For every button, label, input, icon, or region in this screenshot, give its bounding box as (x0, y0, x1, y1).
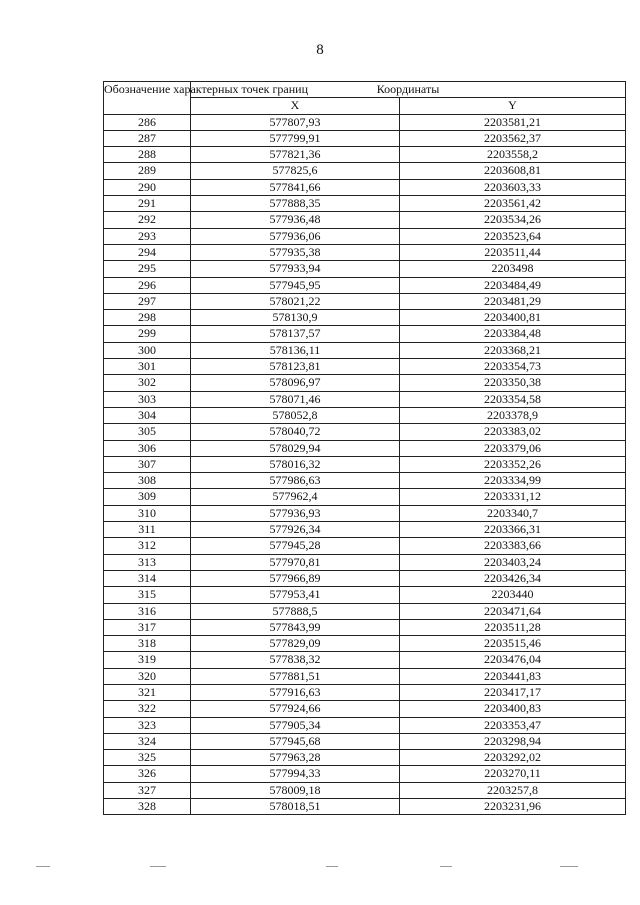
y-coordinate-cell: 2203350,38 (400, 375, 626, 391)
scan-artifacts (0, 866, 640, 876)
point-number-cell: 293 (104, 228, 191, 244)
point-number-cell: 326 (104, 766, 191, 782)
table-row (104, 196, 626, 212)
x-coordinate-cell: 577888,35 (191, 196, 400, 212)
point-number-cell: 304 (104, 407, 191, 423)
point-number-cell: 323 (104, 717, 191, 733)
y-coordinate-cell: 2203292,02 (400, 750, 626, 766)
y-coordinate-cell: 2203603,33 (400, 179, 626, 195)
page-number: 8 (316, 42, 324, 58)
scan-mark (326, 866, 338, 867)
table-row (104, 293, 626, 309)
x-coordinate-cell: 577821,36 (191, 147, 400, 163)
y-coordinate-cell: 2203354,73 (400, 359, 626, 375)
table-row (104, 244, 626, 260)
table-row (104, 261, 626, 277)
point-number-cell: 299 (104, 326, 191, 342)
x-coordinate-cell: 577924,66 (191, 701, 400, 717)
point-number-cell: 301 (104, 359, 191, 375)
y-coordinate-cell: 2203440 (400, 587, 626, 603)
header-coordinates: Координаты (191, 82, 626, 98)
table-row (104, 391, 626, 407)
point-number-cell: 300 (104, 342, 191, 358)
y-coordinate-cell: 2203334,99 (400, 473, 626, 489)
point-number-cell: 317 (104, 619, 191, 635)
y-coordinate-cell: 2203257,8 (400, 782, 626, 798)
y-coordinate-cell: 2203511,28 (400, 619, 626, 635)
table-row (104, 750, 626, 766)
x-coordinate-cell: 578040,72 (191, 424, 400, 440)
header-y: Y (400, 98, 626, 114)
y-coordinate-cell: 2203366,31 (400, 522, 626, 538)
y-coordinate-cell: 2203484,49 (400, 277, 626, 293)
table-row (104, 326, 626, 342)
table-row (104, 179, 626, 195)
y-coordinate-cell: 2203523,64 (400, 228, 626, 244)
y-coordinate-cell: 2203558,2 (400, 147, 626, 163)
point-number-cell: 312 (104, 538, 191, 554)
y-coordinate-cell: 2203561,42 (400, 196, 626, 212)
scan-mark (150, 866, 166, 867)
x-coordinate-cell: 577881,51 (191, 668, 400, 684)
table-row (104, 489, 626, 505)
x-coordinate-cell: 578009,18 (191, 782, 400, 798)
point-number-cell: 316 (104, 603, 191, 619)
x-coordinate-cell: 577935,38 (191, 244, 400, 260)
table-row (104, 310, 626, 326)
y-coordinate-cell: 2203471,64 (400, 603, 626, 619)
x-coordinate-cell: 577916,63 (191, 684, 400, 700)
y-coordinate-cell: 2203368,21 (400, 342, 626, 358)
y-coordinate-cell: 2203562,37 (400, 130, 626, 146)
table-row (104, 359, 626, 375)
x-coordinate-cell: 577799,91 (191, 130, 400, 146)
y-coordinate-cell: 2203441,83 (400, 668, 626, 684)
y-coordinate-cell: 2203498 (400, 261, 626, 277)
point-number-cell: 321 (104, 684, 191, 700)
table-row (104, 505, 626, 521)
table-row (104, 114, 626, 130)
x-coordinate-cell: 577962,4 (191, 489, 400, 505)
x-coordinate-cell: 577936,06 (191, 228, 400, 244)
scan-mark (36, 866, 50, 867)
table-row (104, 733, 626, 749)
table-row (104, 522, 626, 538)
point-number-cell: 291 (104, 196, 191, 212)
x-coordinate-cell: 578016,32 (191, 456, 400, 472)
y-coordinate-cell: 2203353,47 (400, 717, 626, 733)
point-number-cell: 324 (104, 733, 191, 749)
x-coordinate-cell: 577936,48 (191, 212, 400, 228)
x-coordinate-cell: 578137,57 (191, 326, 400, 342)
table-row (104, 228, 626, 244)
y-coordinate-cell: 2203515,46 (400, 636, 626, 652)
point-number-cell: 287 (104, 130, 191, 146)
y-coordinate-cell: 2203384,48 (400, 326, 626, 342)
point-number-cell: 298 (104, 310, 191, 326)
x-coordinate-cell: 577936,93 (191, 505, 400, 521)
header-designation: Обозначение характерных точек границ (104, 82, 191, 115)
x-coordinate-cell: 577966,89 (191, 570, 400, 586)
point-number-cell: 290 (104, 179, 191, 195)
table-row (104, 212, 626, 228)
y-coordinate-cell: 2203400,83 (400, 701, 626, 717)
point-number-cell: 296 (104, 277, 191, 293)
x-coordinate-cell: 577829,09 (191, 636, 400, 652)
table-row (104, 799, 626, 815)
y-coordinate-cell: 2203426,34 (400, 570, 626, 586)
point-number-cell: 315 (104, 587, 191, 603)
coordinates-table (103, 81, 626, 815)
y-coordinate-cell: 2203481,29 (400, 293, 626, 309)
x-coordinate-cell: 577888,5 (191, 603, 400, 619)
y-coordinate-cell: 2203352,26 (400, 456, 626, 472)
table-row (104, 407, 626, 423)
y-coordinate-cell: 2203270,11 (400, 766, 626, 782)
x-coordinate-cell: 577970,81 (191, 554, 400, 570)
table-row (104, 782, 626, 798)
scan-mark (560, 866, 578, 867)
x-coordinate-cell: 578018,51 (191, 799, 400, 815)
point-number-cell: 302 (104, 375, 191, 391)
table-row (104, 130, 626, 146)
table-row (104, 766, 626, 782)
y-coordinate-cell: 2203383,02 (400, 424, 626, 440)
y-coordinate-cell: 2203581,21 (400, 114, 626, 130)
table-row (104, 554, 626, 570)
table-row (104, 456, 626, 472)
point-number-cell: 289 (104, 163, 191, 179)
x-coordinate-cell: 577953,41 (191, 587, 400, 603)
point-number-cell: 311 (104, 522, 191, 538)
point-number-cell: 297 (104, 293, 191, 309)
x-coordinate-cell: 577986,63 (191, 473, 400, 489)
table-row (104, 587, 626, 603)
point-number-cell: 319 (104, 652, 191, 668)
x-coordinate-cell: 577933,94 (191, 261, 400, 277)
x-coordinate-cell: 577994,33 (191, 766, 400, 782)
header-x: X (191, 98, 400, 114)
point-number-cell: 328 (104, 799, 191, 815)
y-coordinate-cell: 2203608,81 (400, 163, 626, 179)
point-number-cell: 294 (104, 244, 191, 260)
y-coordinate-cell: 2203511,44 (400, 244, 626, 260)
point-number-cell: 309 (104, 489, 191, 505)
y-coordinate-cell: 2203331,12 (400, 489, 626, 505)
scan-mark (440, 866, 452, 867)
point-number-cell: 306 (104, 440, 191, 456)
x-coordinate-cell: 577963,28 (191, 750, 400, 766)
x-coordinate-cell: 578029,94 (191, 440, 400, 456)
x-coordinate-cell: 577926,34 (191, 522, 400, 538)
y-coordinate-cell: 2203383,66 (400, 538, 626, 554)
x-coordinate-cell: 577841,66 (191, 179, 400, 195)
point-number-cell: 314 (104, 570, 191, 586)
y-coordinate-cell: 2203379,06 (400, 440, 626, 456)
table-row (104, 570, 626, 586)
table-row (104, 652, 626, 668)
y-coordinate-cell: 2203354,58 (400, 391, 626, 407)
y-coordinate-cell: 2203400,81 (400, 310, 626, 326)
point-number-cell: 313 (104, 554, 191, 570)
y-coordinate-cell: 2203403,24 (400, 554, 626, 570)
table-body (104, 114, 626, 815)
point-number-cell: 295 (104, 261, 191, 277)
x-coordinate-cell: 577838,32 (191, 652, 400, 668)
x-coordinate-cell: 577807,93 (191, 114, 400, 130)
point-number-cell: 318 (104, 636, 191, 652)
x-coordinate-cell: 578071,46 (191, 391, 400, 407)
y-coordinate-cell: 2203298,94 (400, 733, 626, 749)
table-row (104, 342, 626, 358)
point-number-cell: 325 (104, 750, 191, 766)
x-coordinate-cell: 577905,34 (191, 717, 400, 733)
table-row (104, 375, 626, 391)
point-number-cell: 307 (104, 456, 191, 472)
table-header (104, 82, 626, 115)
x-coordinate-cell: 578136,11 (191, 342, 400, 358)
point-number-cell: 286 (104, 114, 191, 130)
x-coordinate-cell: 578096,97 (191, 375, 400, 391)
point-number-cell: 308 (104, 473, 191, 489)
x-coordinate-cell: 577945,95 (191, 277, 400, 293)
x-coordinate-cell: 577825,6 (191, 163, 400, 179)
x-coordinate-cell: 578130,9 (191, 310, 400, 326)
table-row (104, 684, 626, 700)
x-coordinate-cell: 577945,68 (191, 733, 400, 749)
point-number-cell: 322 (104, 701, 191, 717)
table-row (104, 163, 626, 179)
table-row (104, 701, 626, 717)
y-coordinate-cell: 2203476,04 (400, 652, 626, 668)
table-row (104, 147, 626, 163)
point-number-cell: 303 (104, 391, 191, 407)
y-coordinate-cell: 2203340,7 (400, 505, 626, 521)
table-row (104, 473, 626, 489)
x-coordinate-cell: 577843,99 (191, 619, 400, 635)
point-number-cell: 320 (104, 668, 191, 684)
table-row (104, 636, 626, 652)
table-row (104, 717, 626, 733)
y-coordinate-cell: 2203231,96 (400, 799, 626, 815)
y-coordinate-cell: 2203417,17 (400, 684, 626, 700)
table-row (104, 668, 626, 684)
point-number-cell: 288 (104, 147, 191, 163)
point-number-cell: 305 (104, 424, 191, 440)
x-coordinate-cell: 578123,81 (191, 359, 400, 375)
point-number-cell: 310 (104, 505, 191, 521)
point-number-cell: 292 (104, 212, 191, 228)
table-row (104, 424, 626, 440)
x-coordinate-cell: 578021,22 (191, 293, 400, 309)
x-coordinate-cell: 578052,8 (191, 407, 400, 423)
table-row (104, 603, 626, 619)
table-row (104, 440, 626, 456)
table-row (104, 538, 626, 554)
table-row (104, 277, 626, 293)
point-number-cell: 327 (104, 782, 191, 798)
y-coordinate-cell: 2203378,9 (400, 407, 626, 423)
x-coordinate-cell: 577945,28 (191, 538, 400, 554)
table-row (104, 619, 626, 635)
y-coordinate-cell: 2203534,26 (400, 212, 626, 228)
